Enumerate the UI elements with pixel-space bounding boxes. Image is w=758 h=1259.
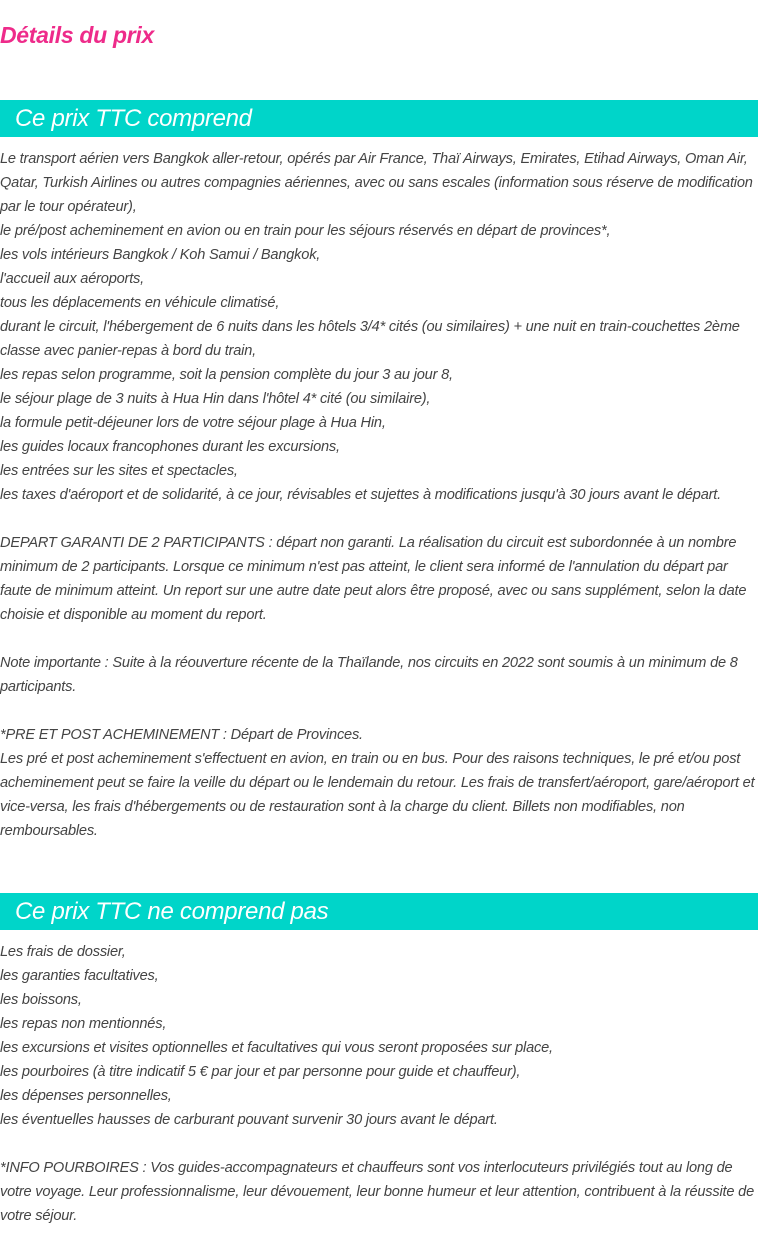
excluded-content [0, 940, 758, 1228]
spacer [0, 507, 758, 531]
excluded-item: les dépenses personnelles, [0, 1088, 172, 1104]
included-item: tous les déplacements en véhicule climatisé, [0, 295, 280, 311]
excluded-item: les boissons, [0, 992, 82, 1008]
included-item: le séjour plage de 3 nuits à Hua Hin dans l'hôtel 4* cité (ou similaire), [0, 391, 431, 407]
included-item: la formule petit-déjeuner lors de votre séjour plage à Hua Hin, [0, 415, 386, 431]
included-item: durant le circuit, l'hébergement de 6 nuits dans les hôtels 3/4* cités (ou similaires) + une nuit en train-couchettes 2ème classe avec panier-repas à bord du train, [0, 319, 740, 359]
excluded-item: les éventuelles hausses de carburant pouvant survenir 30 jours avant le départ. [0, 1112, 498, 1128]
spacer [0, 699, 758, 723]
excluded-item: les excursions et visites optionnelles et facultatives qui vous seront proposées sur place, [0, 1040, 553, 1056]
excluded-item: les repas non mentionnés, [0, 1016, 167, 1032]
page-title: Détails du prix [0, 22, 154, 48]
transfer-title: *PRE ET POST ACHEMINEMENT : Départ de Provinces. [0, 727, 363, 743]
spacer [0, 1132, 758, 1156]
transfer-paragraph: Les pré et post acheminement s'effectuent en avion, en train ou en bus. Pour des raisons techniques, le pré et/ou post acheminement peut se faire la veille du départ ou le lendemain du retour. Les frais de transfert/aéroport, gare/aéroport et vice-versa, les frais d'hébergements ou de restauration sont à la charge du client. Billets non modifiables, non remboursables. [0, 751, 755, 839]
included-item: les taxes d'aéroport et de solidarité, à ce jour, révisables et sujettes à modifications jusqu'à 30 jours avant le départ. [0, 487, 722, 503]
excluded-heading: Ce prix TTC ne comprend pas [15, 898, 329, 925]
excluded-item: les pourboires (à titre indicatif 5 € par jour et par personne pour guide et chauffeur), [0, 1064, 521, 1080]
included-content [0, 147, 758, 843]
included-heading: Ce prix TTC comprend [15, 105, 252, 132]
important-note: Note importante : Suite à la réouverture récente de la Thaïlande, nos circuits en 2022 sont soumis à un minimum de 8 participants. [0, 655, 738, 695]
included-section-header [0, 100, 758, 137]
tips-note: *INFO POURBOIRES : Vos guides-accompagnateurs et chauffeurs sont vos interlocuteurs privilégiés tout au long de votre voyage. Leur professionnalisme, leur dévouement, leur bonne humeur et leur attention, contribuent à la réussite de votre séjour. [0, 1160, 754, 1224]
included-item: les entrées sur les sites et spectacles, [0, 463, 238, 479]
included-item: le pré/post acheminement en avion ou en train pour les séjours réservés en départ de provinces*, [0, 223, 611, 239]
included-item: Le transport aérien vers Bangkok aller-retour, opérés par Air France, Thaï Airways, Emirates, Etihad Airways, Oman Air, Qatar, Turkish Airlines ou autres compagnies aériennes, avec ou sans escales (information sous réserve de modification par le tour opérateur), [0, 151, 753, 215]
included-item: les repas selon programme, soit la pension complète du jour 3 au jour 8, [0, 367, 453, 383]
guarantee-paragraph: DEPART GARANTI DE 2 PARTICIPANTS : départ non garanti. La réalisation du circuit est subordonnée à un nombre minimum de 2 participants. Lorsque ce minimum n'est pas atteint, le client sera informé de l'annulation du départ par faute de minimum atteint. Un report sur une autre date peut alors être proposé, avec ou sans supplément, selon la date choisie et disponible au moment du report. [0, 535, 747, 623]
included-item: l'accueil aux aéroports, [0, 271, 145, 287]
excluded-item: Les frais de dossier, [0, 944, 126, 960]
excluded-item: les garanties facultatives, [0, 968, 159, 984]
included-item: les vols intérieurs Bangkok / Koh Samui / Bangkok, [0, 247, 321, 263]
spacer [0, 627, 758, 651]
included-item: les guides locaux francophones durant les excursions, [0, 439, 340, 455]
excluded-section-header [0, 893, 758, 930]
